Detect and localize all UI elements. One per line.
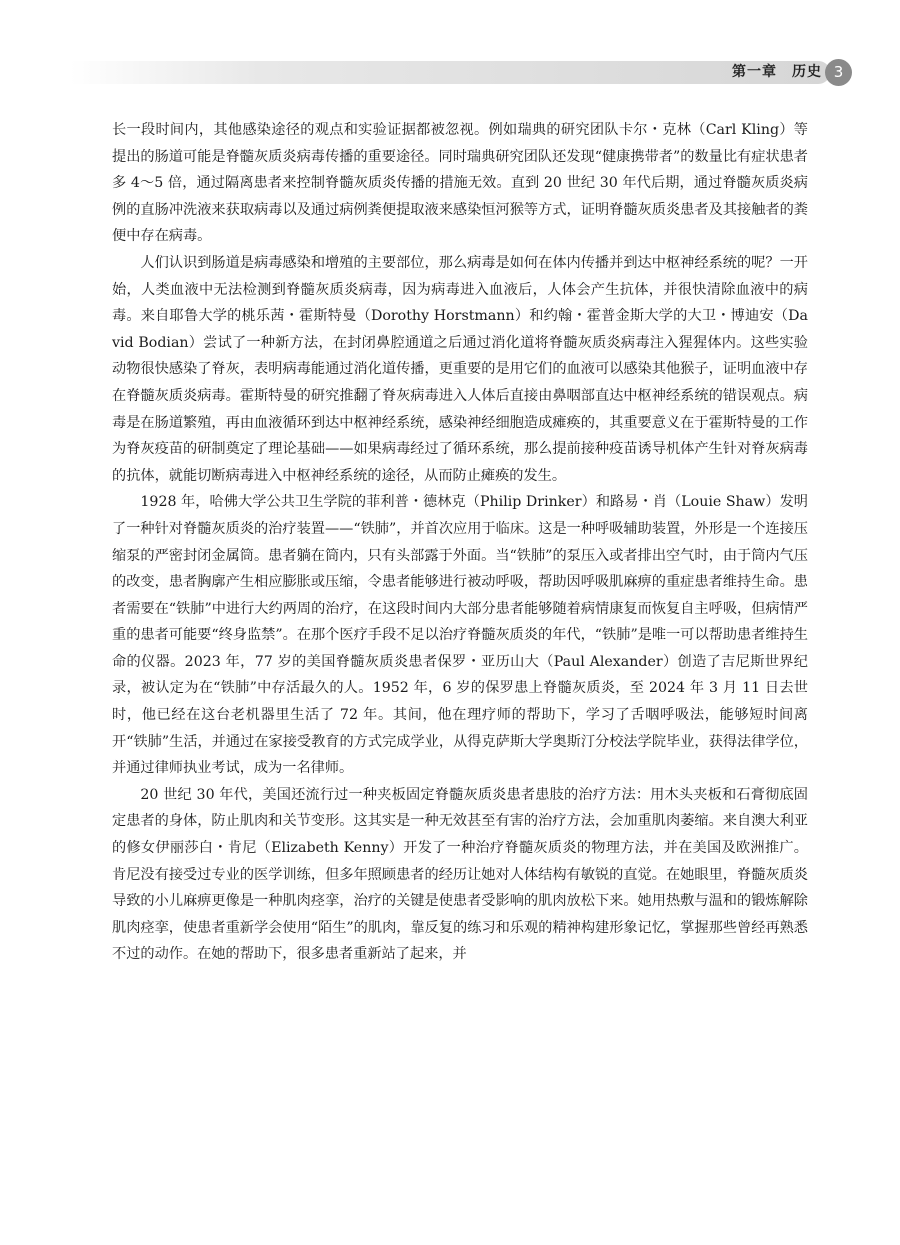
header-band — [70, 61, 830, 84]
paragraph-4: 20 世纪 30 年代，美国还流行过一种夹板固定脊髓灰质炎患者患肢的治疗方法：用木头夹板和石膏彻底固定患者的身体，防止肌肉和关节变形。这其实是一种无效甚至有害的治疗方法，会加重肌肉萎缩。来自澳大利亚的修女伊丽莎白・肯尼（Elizabeth Kenny）开发了一种治疗脊髓灰质炎的物理方法，并在美国及欧洲推广。肯尼没有接受过专业的医学训练，但多年照顾患者的经历让她对人体结构有敏锐的直觉。在她眼里，脊髓灰质炎导致的小儿麻痹更像是一种肌肉痉挛，治疗的关键是使患者受影响的肌肉放松下来。她用热敷与温和的锻炼解除肌肉痉挛，使患者重新学会使用“陌生”的肌肉，靠反复的练习和乐观的精神构建形象记忆，掌握那些曾经再熟悉不过的动作。在她的帮助下，很多患者重新站了起来，并 — [112, 786, 808, 963]
paragraph-3: 1928 年，哈佛大学公共卫生学院的菲利普・德林克（Philip Drinker）和路易・肖（Louie Shaw）发明了一种针对脊髓灰质炎的治疗装置——“铁肺”，并首次应用于临床。这是一种呼吸辅助装置，外形是一个连接压缩泵的严密封闭金属筒。患者躺在筒内，只有头部露于外面。当“铁肺”的泵压入或者排出空气时，由于筒内气压的改变，患者胸廓产生相应膨胀或压缩，令患者能够进行被动呼吸，帮助因呼吸肌麻痹的重症患者维持生命。患者需要在“铁肺”中进行大约两周的治疗，在这段时间内大部分患者能够随着病情康复而恢复自主呼吸，但病情严重的患者可能要“终身监禁”。在那个医疗手段不足以治疗脊髓灰质炎的年代，“铁肺”是唯一可以帮助患者维持生命的仪器。2023 年，77 岁的美国脊髓灰质炎患者保罗・亚历山大（Paul Alexander）创造了吉尼斯世界纪录，被认定为在“铁肺”中存活最久的人。1952 年，6 岁的保罗患上脊髓灰质炎，至 2024 年 3 月 11 日去世时，他已经在这台老机器里生活了 72 年。其间，他在理疗师的帮助下，学习了舌咽呼吸法，能够短时间离开“铁肺”生活，并通过在家接受教育的方式完成学业，从得克萨斯大学奥斯汀分校法学院毕业，获得法律学位，并通过律师执业考试，成为一名律师。 — [112, 494, 808, 777]
body-text — [112, 117, 808, 968]
paragraph-1: 长一段时间内，其他感染途径的观点和实验证据都被忽视。例如瑞典的研究团队卡尔・克林（Carl Kling）等提出的肠道可能是脊髓灰质炎病毒传播的重要途径。同时瑞典研究团队还发现“健康携带者”的数量比有症状患者多 4～5 倍，通过隔离患者来控制脊髓灰质炎传播的措施无效。直到 20 世纪 30 年代后期，通过脊髓灰质炎病例的直肠冲洗液来获取病毒以及通过病例粪便提取液来感染恒河猴等方式，证明脊髓灰质炎患者及其接触者的粪便中存在病毒。 — [112, 122, 808, 245]
chapter-title: 第一章 历史 — [732, 64, 822, 80]
paragraph-2: 人们认识到肠道是病毒感染和增殖的主要部位，那么病毒是如何在体内传播并到达中枢神经系统的呢？一开始，人类血液中无法检测到脊髓灰质炎病毒，因为病毒进入血液后，人体会产生抗体，并很快清除血液中的病毒。来自耶鲁大学的桃乐茜・霍斯特曼（Dorothy Horstmann）和约翰・霍普金斯大学的大卫・博迪安（David Bodian）尝试了一种新方法，在封闭鼻腔通道之后通过消化道将脊髓灰质炎病毒注入猩猩体内。这些实验动物很快感染了脊灰，表明病毒能通过消化道传播，更重要的是用它们的血液可以感染其他猴子，证明血液中存在脊髓灰质炎病毒。霍斯特曼的研究推翻了脊灰病毒进入人体后直接由鼻咽部直达中枢神经系统的错误观点。病毒是在肠道繁殖，再由血液循环到达中枢神经系统，感染神经细胞造成瘫痪的，其重要意义在于霍斯特曼的工作为脊灰疫苗的研制奠定了理论基础——如果病毒经过了循环系统，那么提前接种疫苗诱导机体产生针对脊灰病毒的抗体，就能切断病毒进入中枢神经系统的途径，从而防止瘫痪的发生。 — [112, 254, 808, 484]
page-number-badge: 3 — [825, 59, 852, 86]
